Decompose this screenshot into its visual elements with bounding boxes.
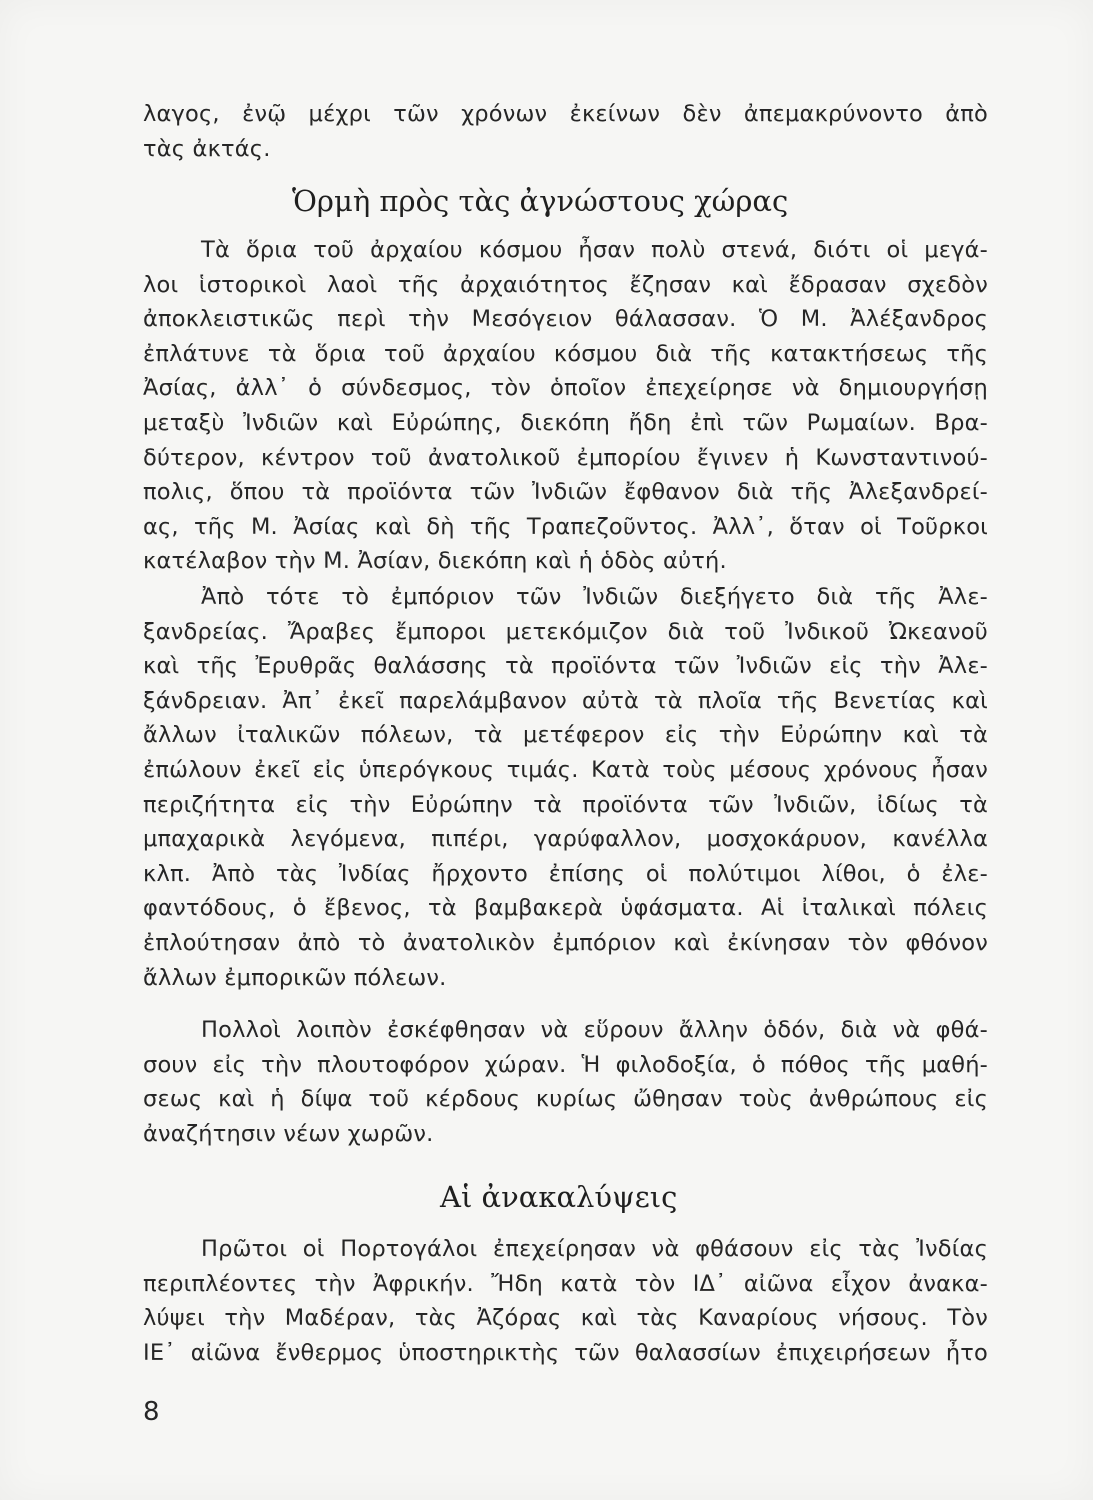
text-line: ξανδρείας. Ἄραβες ἔμποροι μετεκόμιζον διὰ τοῦ Ἰνδικοῦ Ὠκεανοῦ bbox=[143, 618, 988, 645]
text-line: περιπλέοντες τὴν Ἀφρικήν. Ἤδη κατὰ τὸν ΙΔ᾽ αἰῶνα εἶχον ἀνακα- bbox=[143, 1270, 988, 1297]
text-line: ἀναζήτησιν νέων χωρῶν. bbox=[143, 1120, 434, 1147]
continuation-text bbox=[143, 97, 988, 166]
text-line: φαντόδους, ὁ ἔβενος, τὰ βαμβακερὰ ὑφάσματα. Αἱ ἰταλικαὶ πόλεις bbox=[143, 895, 988, 922]
text-line: ἐπλάτυνε τὰ ὅρια τοῦ ἀρχαίου κόσμου διὰ τῆς κατακτήσεως τῆς bbox=[143, 340, 988, 367]
text-line: τὰς ἀκτάς. bbox=[143, 135, 271, 162]
text-line: σουν εἰς τὴν πλουτοφόρον χώραν. Ἡ φιλοδοξία, ὁ πόθος τῆς μαθή- bbox=[143, 1051, 988, 1078]
paragraph-2 bbox=[143, 580, 988, 995]
text-line: ἄλλων ἰταλικῶν πόλεων, τὰ μετέφερον εἰς τὴν Εὐρώπην καὶ τὰ bbox=[143, 722, 988, 749]
text-line: κλπ. Ἀπὸ τὰς Ἰνδίας ἤρχοντο ἐπίσης οἱ πολύτιμοι λίθοι, ὁ ἐλε- bbox=[143, 860, 988, 887]
text-line: Ἀπὸ τότε τὸ ἐμπόριον τῶν Ἰνδιῶν διεξήγετο διὰ τῆς Ἀλε- bbox=[201, 584, 988, 610]
text-line: μπαχαρικὰ λεγόμενα, πιπέρι, γαρύφαλλον, μοσχοκάρυον, κανέλλα bbox=[143, 826, 988, 853]
text-line: ἄλλων ἐμπορικῶν πόλεων. bbox=[143, 964, 447, 991]
text-line: λοι ἱστορικοὶ λαοὶ τῆς ἀρχαιότητος ἔζησαν καὶ ἔδρασαν σχεδὸν bbox=[143, 271, 988, 298]
text-line: μεταξὺ Ἰνδιῶν καὶ Εὐρώπης, διεκόπη ἤδη ἐπὶ τῶν Ρωμαίων. Βρα- bbox=[143, 409, 988, 436]
text-line: λύψει τὴν Μαδέραν, τὰς Ἀζόρας καὶ τὰς Καναρίους νήσους. Τὸν bbox=[143, 1305, 988, 1332]
text-line: δύτερον, κέντρον τοῦ ἀνατολικοῦ ἐμπορίου ἔγινεν ἡ Κωνσταντινού- bbox=[143, 444, 988, 471]
page-number: 8 bbox=[143, 1397, 160, 1427]
paragraph-4 bbox=[143, 1232, 988, 1370]
text-line: Τὰ ὅρια τοῦ ἀρχαίου κόσμου ἦσαν πολὺ στενά, διότι οἱ μεγά- bbox=[201, 237, 988, 263]
text-line: σεως καὶ ἡ δίψα τοῦ κέρδους κυρίως ὤθησαν τοὺς ἀνθρώπους εἰς bbox=[143, 1086, 988, 1113]
text-line: Ἀσίας, ἀλλ᾽ ὁ σύνδεσμος, τὸν ὁποῖον ἐπεχείρησε νὰ δημιουργήσῃ bbox=[143, 375, 988, 402]
text-line: καὶ τῆς Ἐρυθρᾶς θαλάσσης τὰ προϊόντα τῶν Ἰνδιῶν εἰς τὴν Ἀλε- bbox=[143, 653, 988, 680]
text-line: ας, τῆς Μ. Ἀσίας καὶ δὴ τῆς Τραπεζοῦντος. Ἀλλ᾽, ὅταν οἱ Τοῦρκοι bbox=[143, 513, 988, 540]
text-line: περιζήτητα εἰς τὴν Εὐρώπην τὰ προϊόντα τῶν Ἰνδιῶν, ἰδίως τὰ bbox=[143, 791, 988, 818]
text-line: πολις, ὅπου τὰ προϊόντα τῶν Ἰνδιῶν ἔφθανον διὰ τῆς Ἀλεξανδρεί- bbox=[143, 479, 988, 506]
text-line: ΙΕ᾽ αἰῶνα ἔνθερμος ὑποστηρικτὴς τῶν θαλασσίων ἐπιχειρήσεων ἦτο bbox=[143, 1339, 988, 1366]
text-line: Πρῶτοι οἱ Πορτογάλοι ἐπεχείρησαν νὰ φθάσουν εἰς τὰς Ἰνδίας bbox=[201, 1236, 988, 1262]
section-heading-voyages: Ὁρμὴ πρὸς τὰς ἀγνώστους χώρας bbox=[292, 184, 789, 218]
text-line: ἀποκλειστικῶς περὶ τὴν Μεσόγειον θάλασσαν. Ὁ Μ. Ἀλέξανδρος bbox=[143, 306, 988, 333]
text-line: ἐπλούτησαν ἀπὸ τὸ ἀνατολικὸν ἐμπόριον καὶ ἐκίνησαν τὸν φθόνον bbox=[143, 929, 988, 956]
paragraph-1 bbox=[143, 233, 988, 579]
section-heading-discoveries: Αἱ ἀνακαλύψεις bbox=[440, 1180, 678, 1214]
text-line: Πολλοὶ λοιπὸν ἐσκέφθησαν νὰ εὕρουν ἄλλην ὁδόν, διὰ νὰ φθά- bbox=[201, 1017, 988, 1043]
text-line: λαγος, ἐνῷ μέχρι τῶν χρόνων ἐκείνων δὲν ἀπεμακρύνοντο ἀπὸ bbox=[143, 101, 988, 127]
text-line: ξάνδρειαν. Ἀπ᾽ ἐκεῖ παρελάμβανον αὐτὰ τὰ πλοῖα τῆς Βενετίας καὶ bbox=[143, 687, 988, 714]
paragraph-3 bbox=[143, 1013, 988, 1151]
text-line: ἐπώλουν ἐκεῖ εἰς ὑπερόγκους τιμάς. Κατὰ τοὺς μέσους χρόνους ἦσαν bbox=[143, 756, 988, 783]
text-line: κατέλαβον τὴν Μ. Ἀσίαν, διεκόπη καὶ ἡ ὁδὸς αὐτή. bbox=[143, 548, 727, 575]
